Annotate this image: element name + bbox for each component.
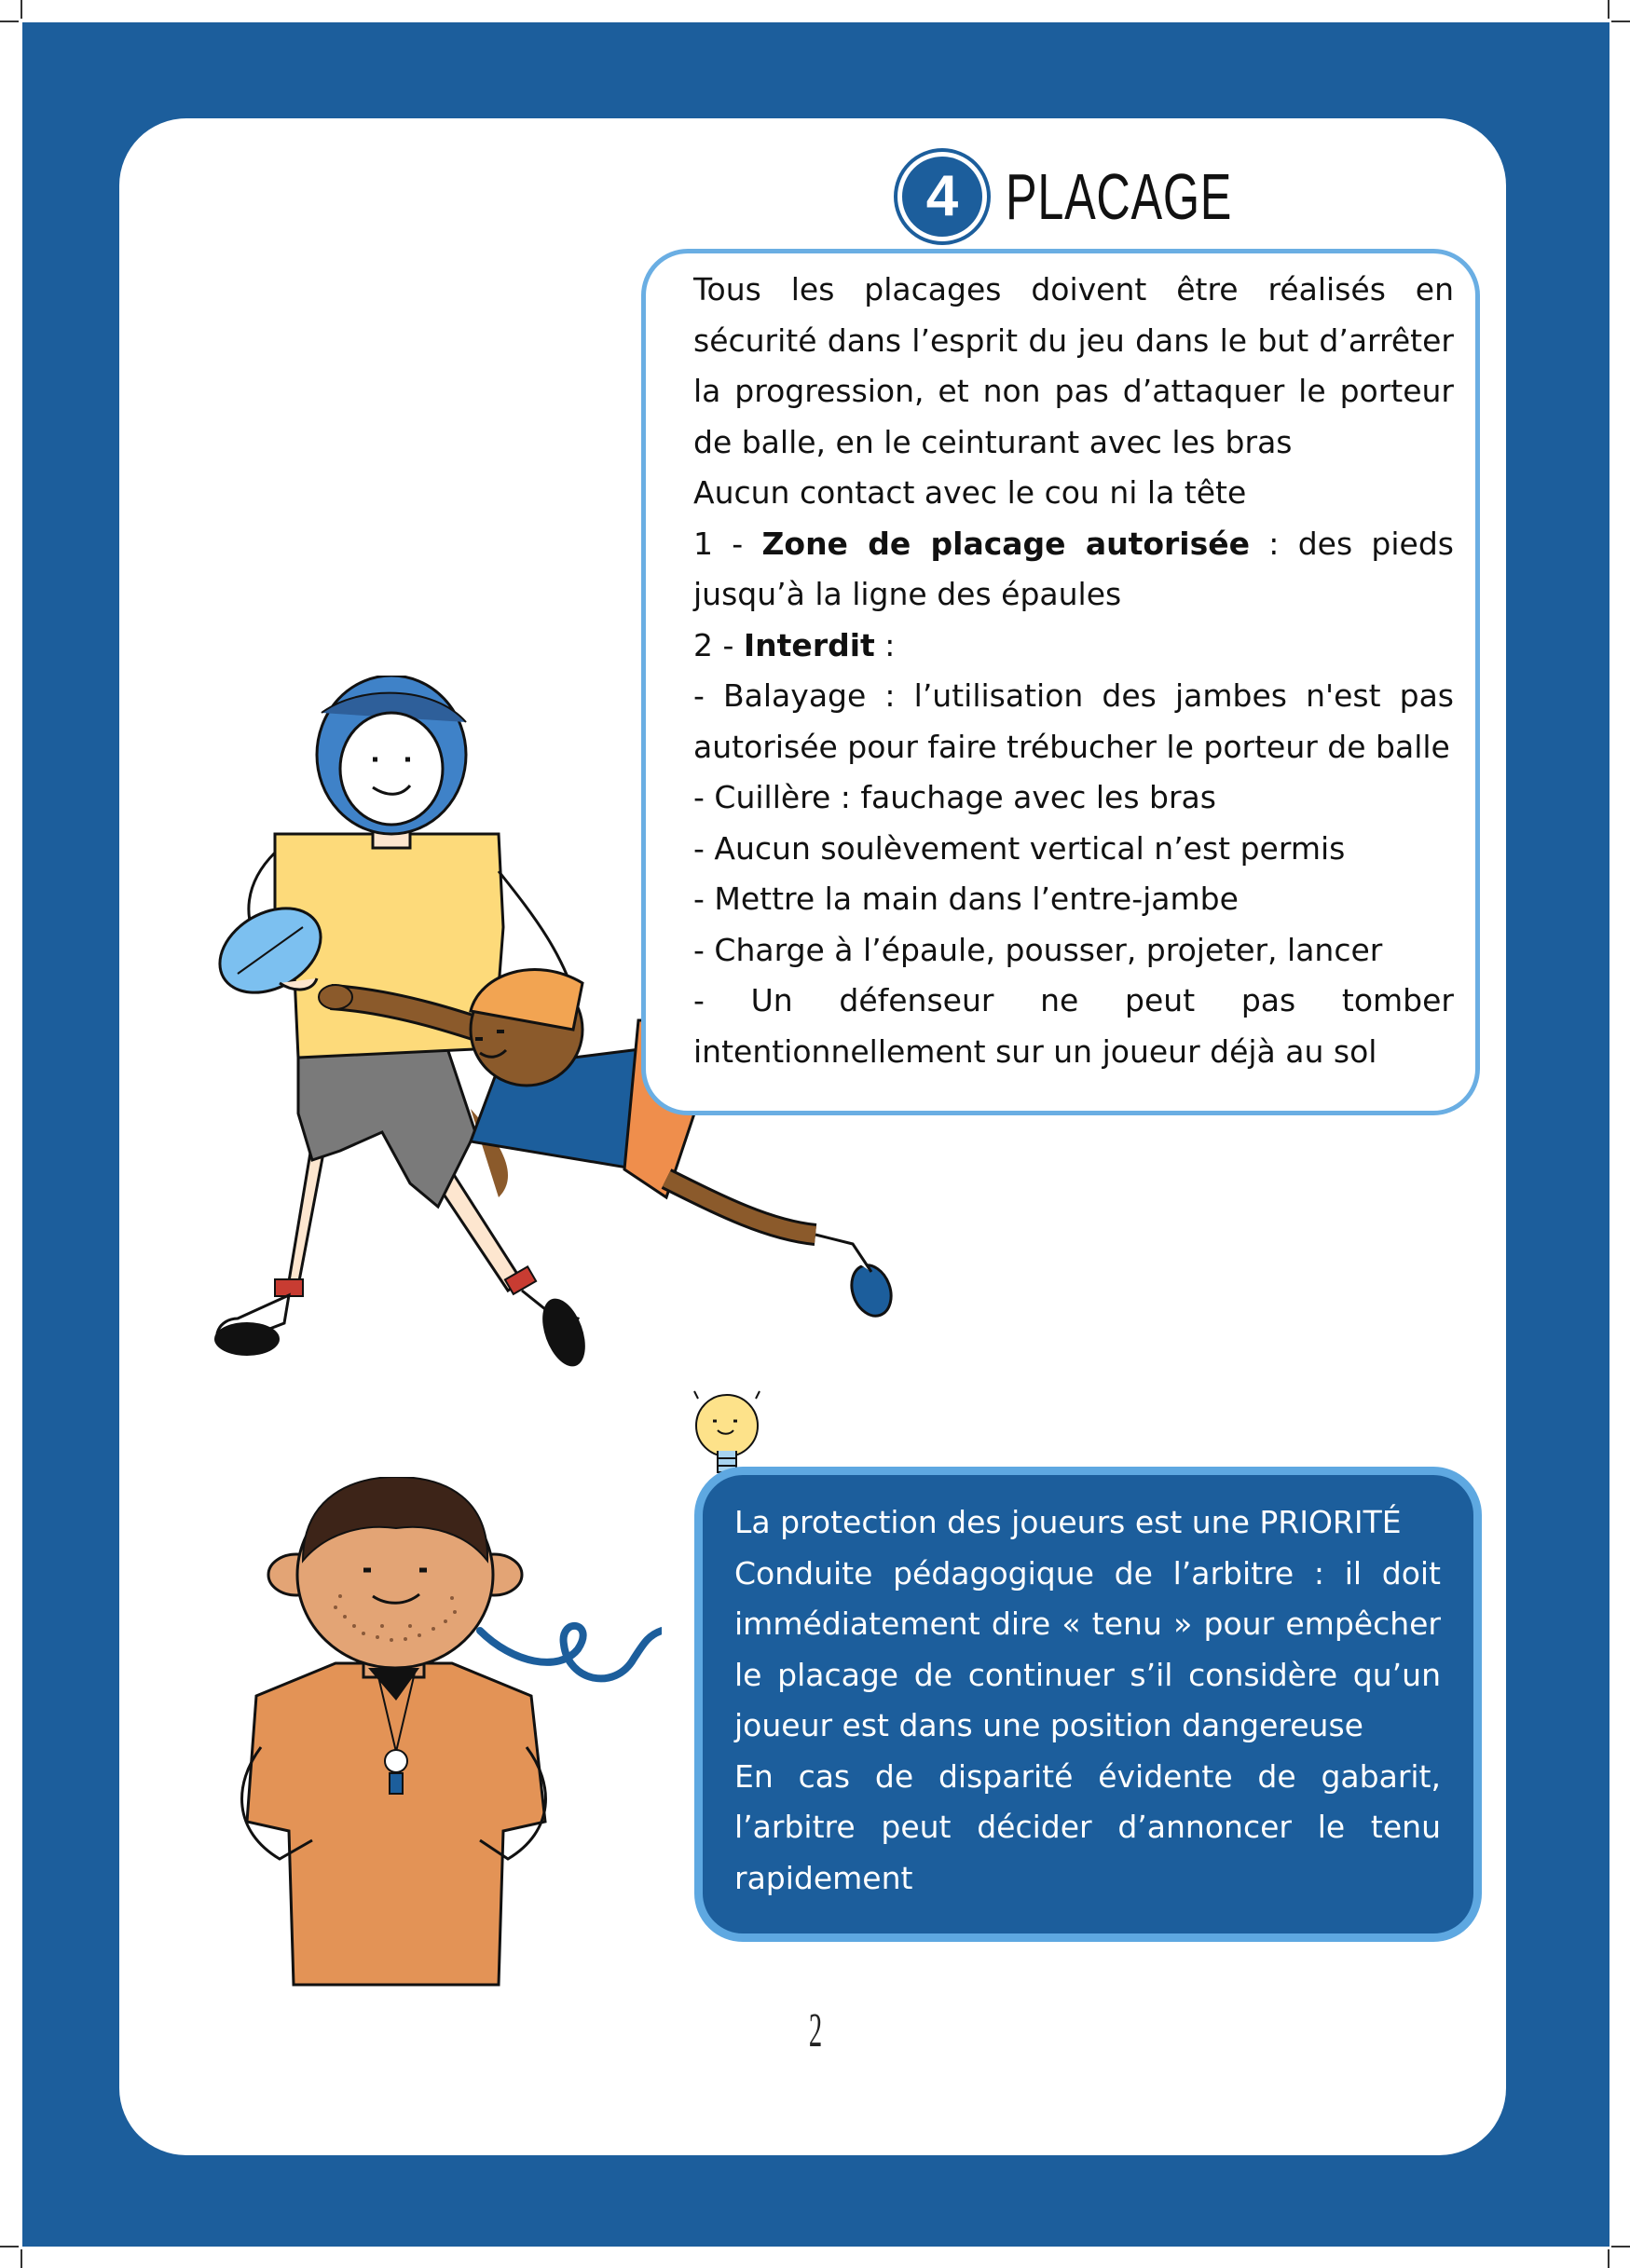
forbidden-item: - Un défenseur ne peut pas tomber intentionnellement sur un joueur déjà au sol — [693, 982, 1454, 1070]
rules-no-contact: Aucun contact avec le cou ni la tête — [693, 474, 1247, 511]
crop-mark — [1611, 2246, 1630, 2248]
forbidden-label: Interdit — [743, 626, 875, 663]
rules-text — [693, 265, 1454, 1077]
crop-mark — [0, 20, 19, 22]
zone-label: Zone de placage autorisée — [761, 525, 1251, 562]
tip-line: Conduite pédagogique de l’arbitre : il doit immédiatement dire « tenu » pour empêcher le placage de continuer s’il considère qu’un joueur est dans une position dangereuse — [734, 1554, 1441, 1743]
forbidden-suffix: : — [874, 626, 896, 663]
forbidden-item: - Balayage : l’utilisation des jambes n'est pas autorisée pour faire trébucher le porteur de balle — [693, 677, 1454, 765]
rules-zone — [693, 519, 1454, 621]
crop-mark — [21, 0, 22, 19]
section-number-badge: 4 — [897, 152, 987, 241]
forbidden-item: - Aucun soulèvement vertical n’est permis — [693, 829, 1346, 867]
forbidden-item: - Cuillère : fauchage avec les bras — [693, 779, 1216, 815]
section-header — [897, 152, 1321, 240]
forbidden-item: - Charge à l’épaule, pousser, projeter, lancer — [693, 931, 1383, 968]
crop-mark — [1608, 2249, 1609, 2268]
crop-mark — [21, 2249, 22, 2268]
forbidden-item: - Mettre la main dans l’entre-jambe — [693, 881, 1239, 917]
crop-mark — [0, 2246, 19, 2248]
tip-text — [734, 1497, 1441, 1904]
rules-forbidden — [693, 621, 1454, 672]
section-title: PLACAGE — [1006, 159, 1233, 233]
tip-line: En cas de disparité évidente de gabarit, l’arbitre peut décider d’annoncer le tenu rapidement — [734, 1757, 1441, 1896]
crop-mark — [1611, 20, 1630, 22]
page-number: 2 — [808, 2004, 823, 2057]
referee-illustration — [224, 1477, 662, 1999]
rules-intro: Tous les placages doivent être réalisés en sécurité dans l’esprit du jeu dans le but d’arrêter la progression, et non pas d’attaquer le porteur de balle, en le ceinturant avec les bras — [693, 271, 1454, 460]
tip-line: La protection des joueurs est une PRIORITÉ — [734, 1504, 1402, 1540]
crop-mark — [1608, 0, 1609, 19]
zone-text: : des pieds jusqu’à la ligne des épaules — [693, 525, 1454, 612]
forbidden-prefix: 2 - — [693, 626, 744, 663]
zone-prefix: 1 - — [693, 525, 762, 562]
